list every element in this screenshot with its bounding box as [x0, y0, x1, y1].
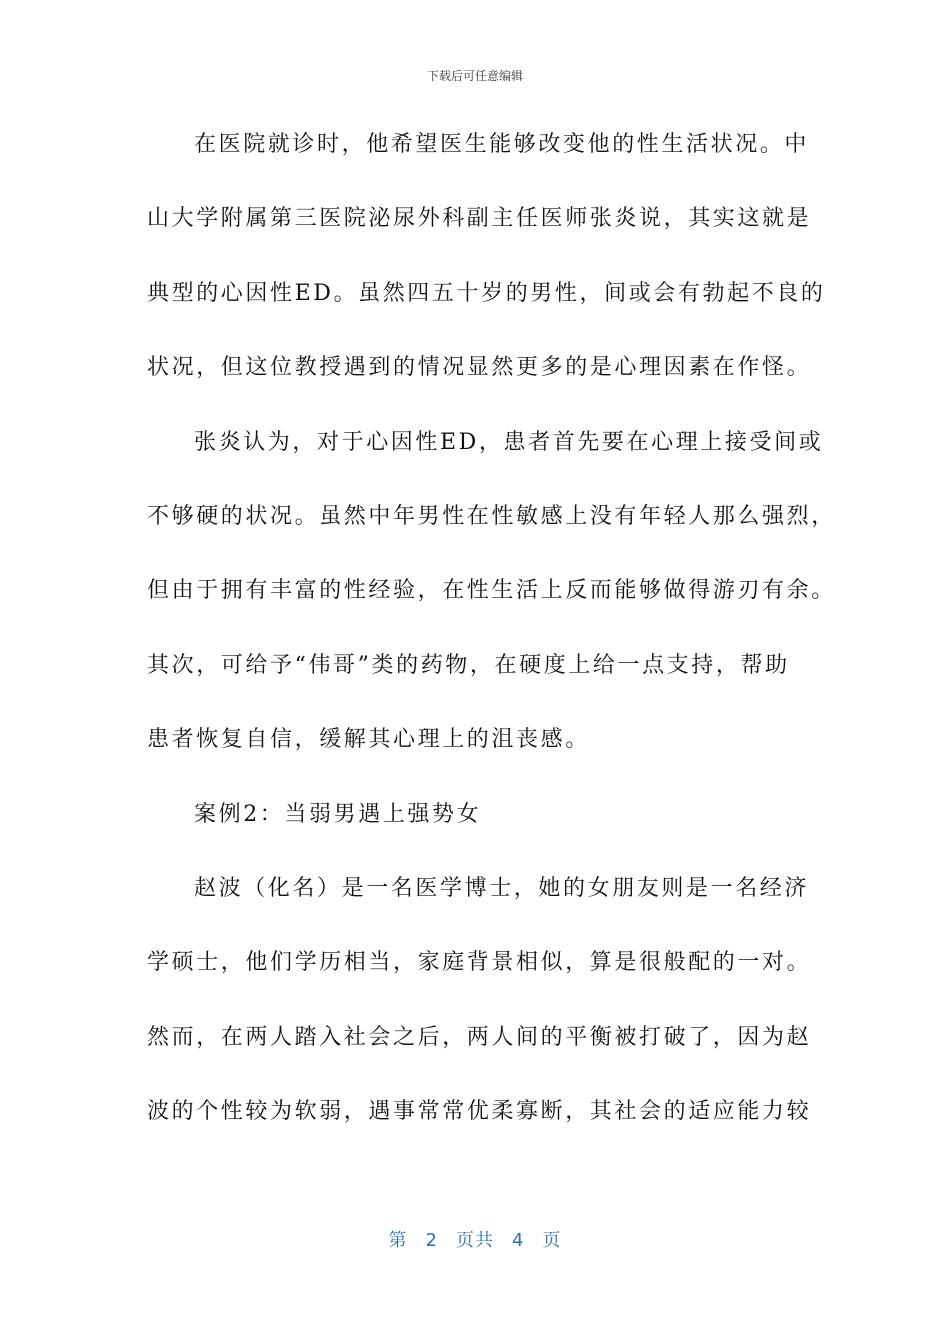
text-line: 张炎认为，对于心因性ED，患者首先要在心理上接受间或: [194, 429, 824, 455]
text-line: 但由于拥有丰富的性经验，在性生活上反而能够做得游刃有余。: [147, 578, 836, 604]
text-line: 学硕士，他们学历相当，家庭背景相似，算是很般配的一对。: [147, 950, 812, 976]
footer-prefix: 第: [388, 1230, 408, 1251]
text-line: 患者恢复自信，缓解其心理上的沮丧感。: [147, 727, 590, 753]
document-body: [147, 125, 836, 1166]
page-header: 下载后可任意编辑: [426, 69, 523, 83]
page-footer: [0, 1226, 950, 1252]
footer-total-pages: 4: [512, 1230, 525, 1251]
text-line: 波的个性较为软弱，遇事常常优柔寡断，其社会的适应能力较: [147, 1099, 812, 1125]
text-line: 典型的心因性ED。虽然四五十岁的男性，间或会有勃起不良的: [147, 280, 826, 306]
footer-page-number: 2: [425, 1230, 438, 1251]
text-line: 状况，但这位教授遇到的情况显然更多的是心理因素在作怪。: [147, 355, 812, 381]
text-line: 不够硬的状况。虽然中年男性在性敏感上没有年轻人那么强烈，: [147, 503, 836, 529]
text-line: 赵波（化名）是一名医学博士，她的女朋友则是一名经济: [194, 875, 810, 901]
footer-middle: 页共: [456, 1230, 494, 1251]
section-heading: 案例2：当弱男遇上强势女: [194, 801, 482, 827]
footer-suffix: 页: [542, 1230, 562, 1251]
text-line: 在医院就诊时，他希望医生能够改变他的性生活状况。中: [194, 132, 810, 157]
text-line: 然而，在两人踏入社会之后，两人间的平衡被打破了，因为赵: [147, 1024, 812, 1050]
text-line: 山大学附属第三医院泌尿外科副主任医师张炎说，其实这就是: [147, 206, 812, 232]
text-line: 其次，可给予“伟哥”类的药物，在硬度上给一点支持，帮助: [147, 652, 790, 678]
